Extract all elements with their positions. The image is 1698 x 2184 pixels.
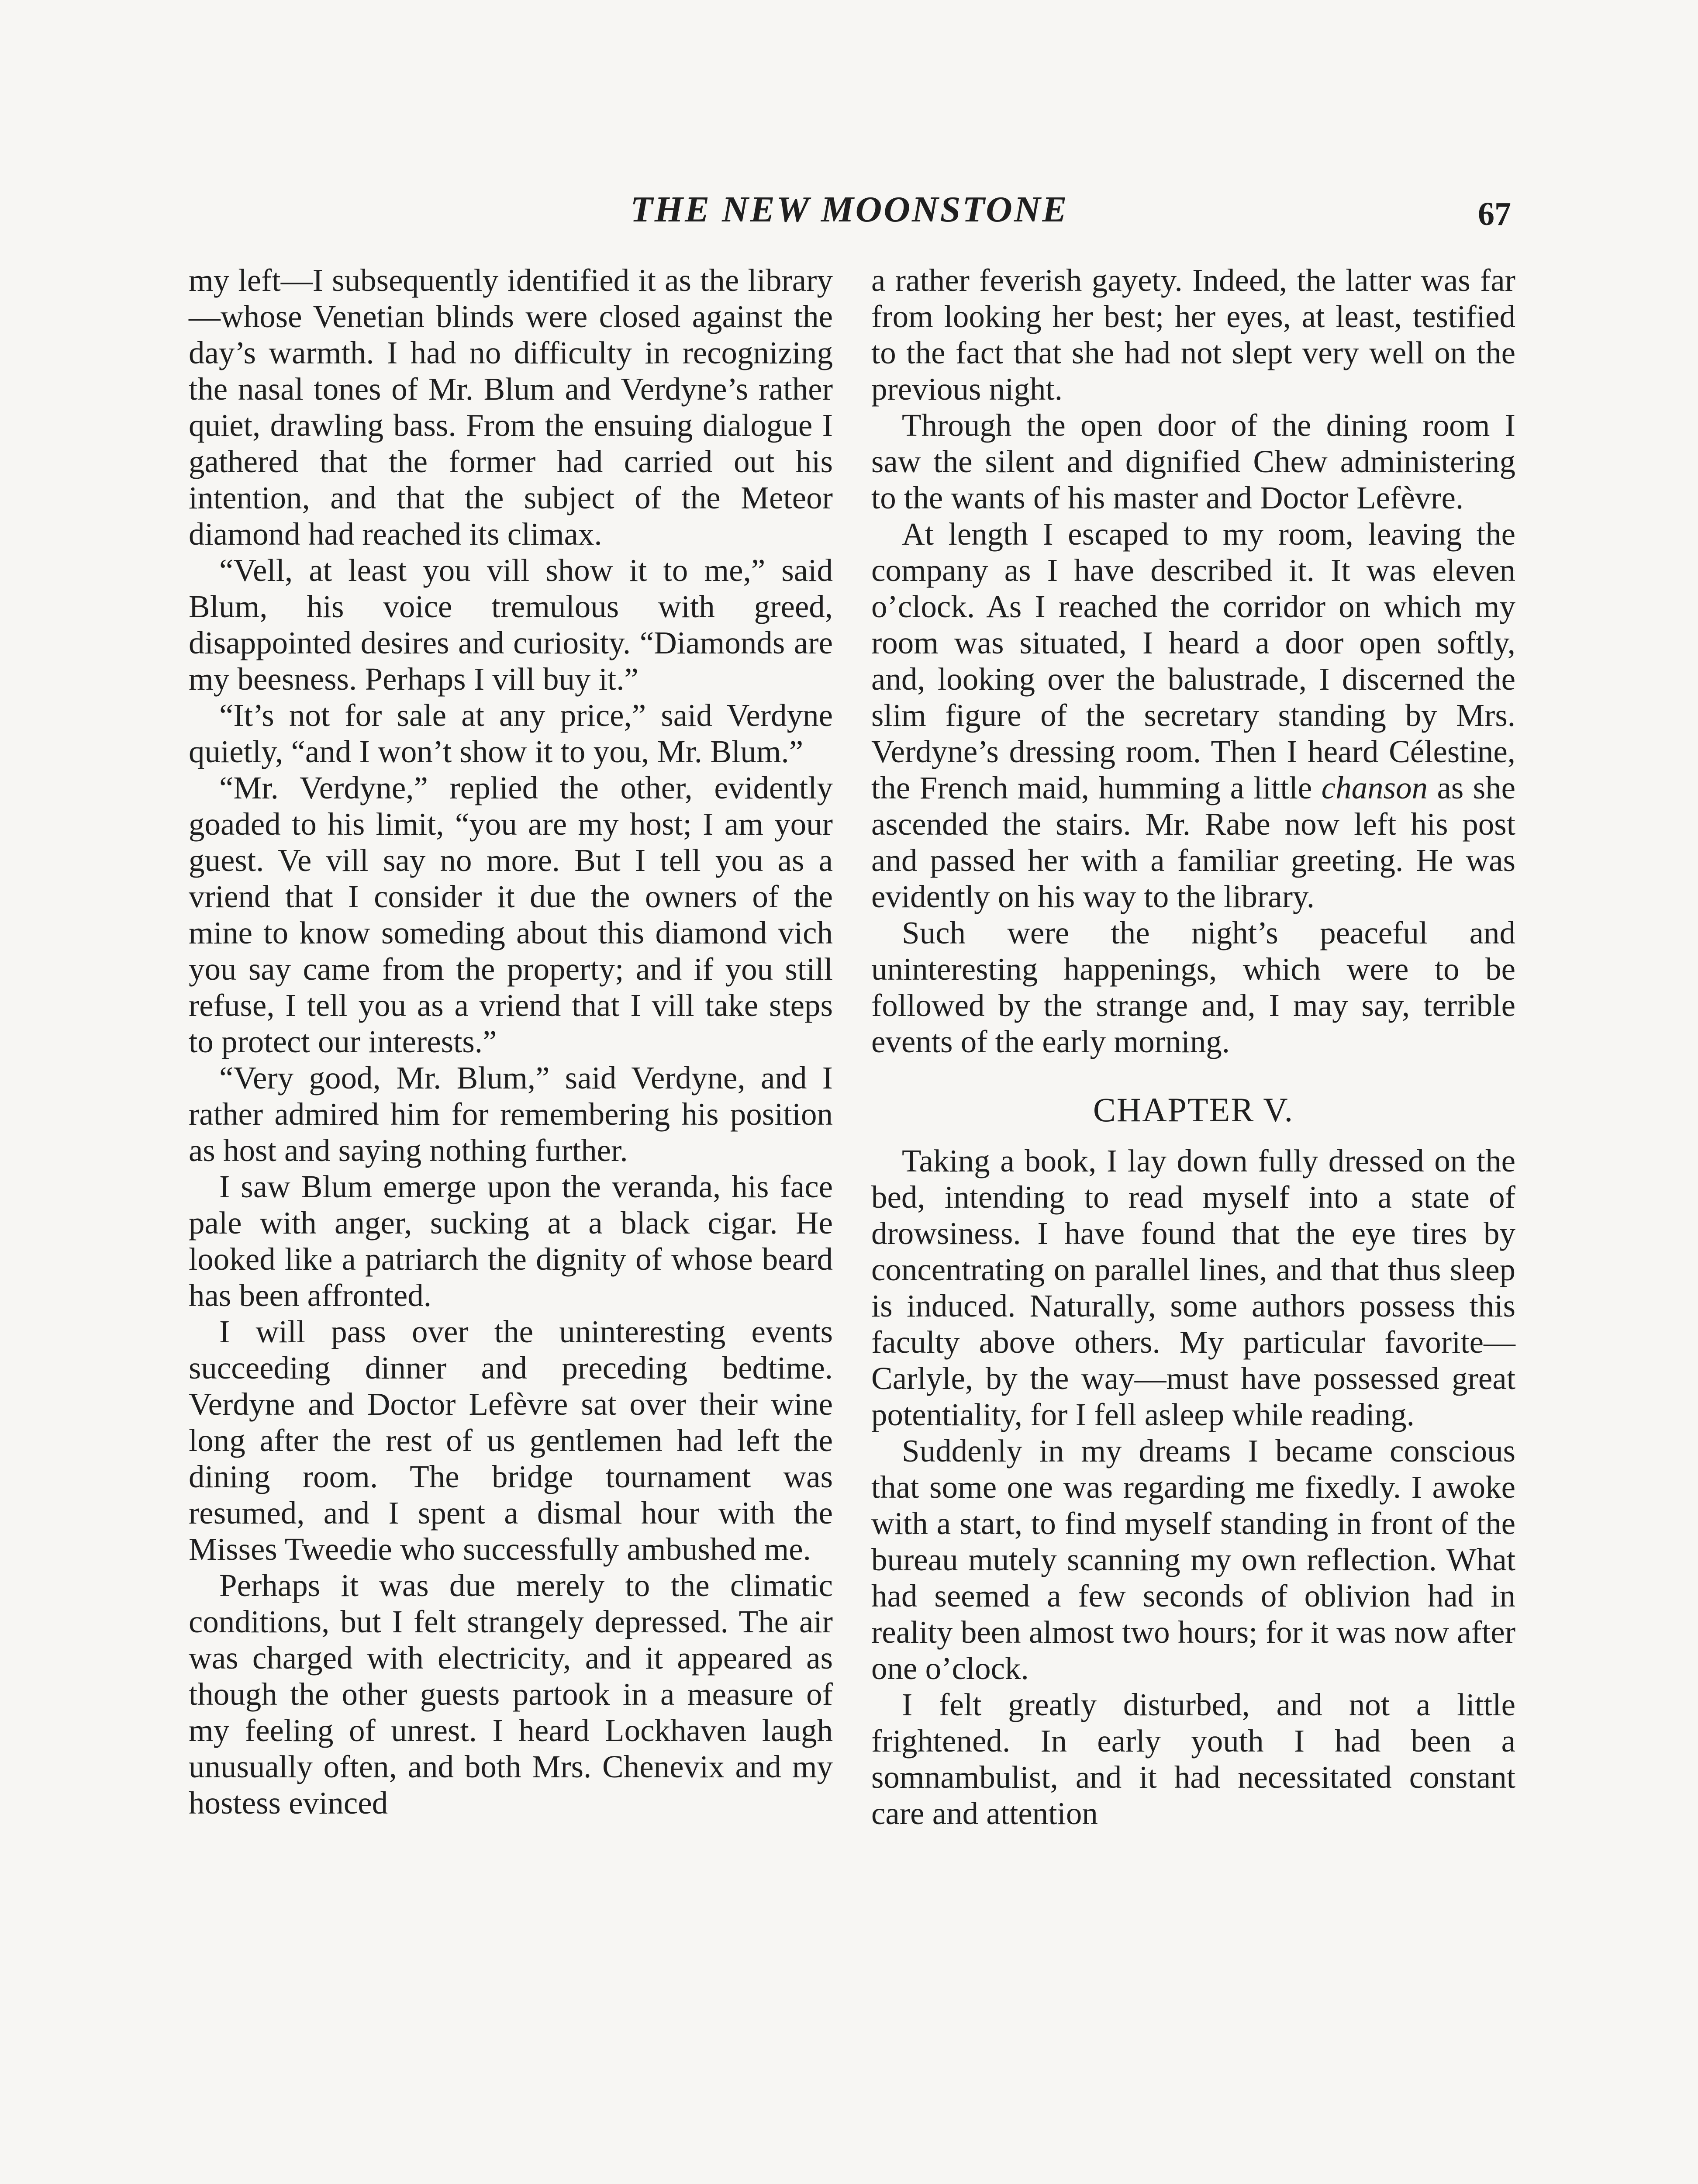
paragraph: Taking a book, I lay down fully dressed on the bed, intending to read myself into a state of drowsiness. I have found that the eye tires by concentrating on parallel lines, and that thus sleep is induced. Naturally, some authors possess this faculty above others. My particular favorite—Carlyle, by the way—must have possessed great potentiality, for I fell asleep while reading. — [871, 1143, 1515, 1432]
paragraph: I saw Blum emerge upon the veranda, his face pale with anger, sucking at a black cigar. He looked like a patriarch the dignity of whose beard has been affronted. — [189, 1169, 833, 1313]
chapter-heading: CHAPTER V. — [1093, 1091, 1294, 1129]
paragraph: I will pass over the uninteresting events succeeding dinner and preceding bedtime. Verdyne and Doctor Lefèvre sat over their wine long after the rest of us gentlemen had left the dining room. The bridge tournament was resumed, and I spent a dismal hour with the Misses Tweedie who successfully ambushed me. — [189, 1314, 833, 1567]
paragraph: Such were the night’s peaceful and uninteresting happenings, which were to be followed by the strange and, I may say, terrible events of the early morning. — [871, 915, 1515, 1059]
italic-word: chanson — [1321, 770, 1428, 805]
running-head — [188, 183, 1511, 236]
page-number: 67 — [1478, 196, 1511, 232]
paragraph: my left—I subsequently identified it as the library—whose Venetian blinds were closed against the day’s warmth. I had no difficulty in recognizing the nasal tones of Mr. Blum and Verdyne’s rather quiet, drawling bass. From the ensuing dialogue I gathered that the former had carried out his intention, and that the subject of the Meteor diamond had reached its climax. — [189, 263, 833, 552]
paragraph: “Very good, Mr. Blum,” said Verdyne, and I rather admired him for remembering his position as host and saying nothing further. — [189, 1060, 833, 1168]
paragraph: “Vell, at least you vill show it to me,” said Blum, his voice tremulous with greed, disappointed desires and curiosity. “Diamonds are my beesness. Perhaps I vill buy it.” — [189, 553, 833, 697]
paragraph: Suddenly in my dreams I became conscious that some one was regarding me fixedly. I awoke with a start, to find myself standing in front of the bureau mutely scanning my own reflection. What had seemed a few seconds of oblivion had in reality been almost two hours; for it was now after one o’clock. — [871, 1433, 1515, 1686]
running-title: THE NEW MOONSTONE — [630, 189, 1069, 230]
paragraph-text: At length I escaped to my room, leaving the company as I have described it. It was eleven o’clock. As I reached the corridor on which my room was situated, I heard a door open softly, and, looking over the balustrade, I discerned the slim figure of the secretary standing by Mrs. Verdyne’s dressing room. Then I heard Célestine, the French maid, humming a little — [871, 516, 1515, 805]
paragraph: “Mr. Verdyne,” replied the other, evidently goaded to his limit, “you are my host; I am your guest. Ve vill say no more. But I tell you as a vriend that I consider it due the owners of the mine to know someding about this diamond vich you say came from the property; and if you still refuse, I tell you as a vriend that I vill take steps to protect our interests.” — [189, 770, 833, 1059]
paragraph: Through the open door of the dining room I saw the silent and dignified Chew administering to the wants of his master and Doctor Lefèvre. — [871, 408, 1515, 515]
paragraph: Perhaps it was due merely to the climatic conditions, but I felt strangely depressed. The air was charged with electricity, and it appeared as though the other guests partook in a measure of my feeling of unrest. I heard Lockhaven laugh unusually often, and both Mrs. Chenevix and my hostess evinced — [189, 1568, 833, 1821]
paragraph-text: as she ascended the stairs. Mr. Rabe now left his post and passed her with a familiar greeting. He was evidently on his way to the library. — [871, 770, 1516, 914]
right-column — [871, 262, 1515, 1832]
paragraph: “It’s not for sale at any price,” said Verdyne quietly, “and I won’t show it to you, Mr. Blum.” — [189, 698, 833, 769]
paragraph: I felt greatly disturbed, and not a little frightened. In early youth I had been a somnambulist, and it had necessitated constant care and attention — [871, 1687, 1515, 1831]
paragraph — [871, 516, 1515, 915]
paragraph: a rather feverish gayety. Indeed, the latter was far from looking her best; her eyes, at least, testified to the fact that she had not slept very well on the previous night. — [871, 263, 1515, 407]
left-column — [189, 262, 833, 1821]
